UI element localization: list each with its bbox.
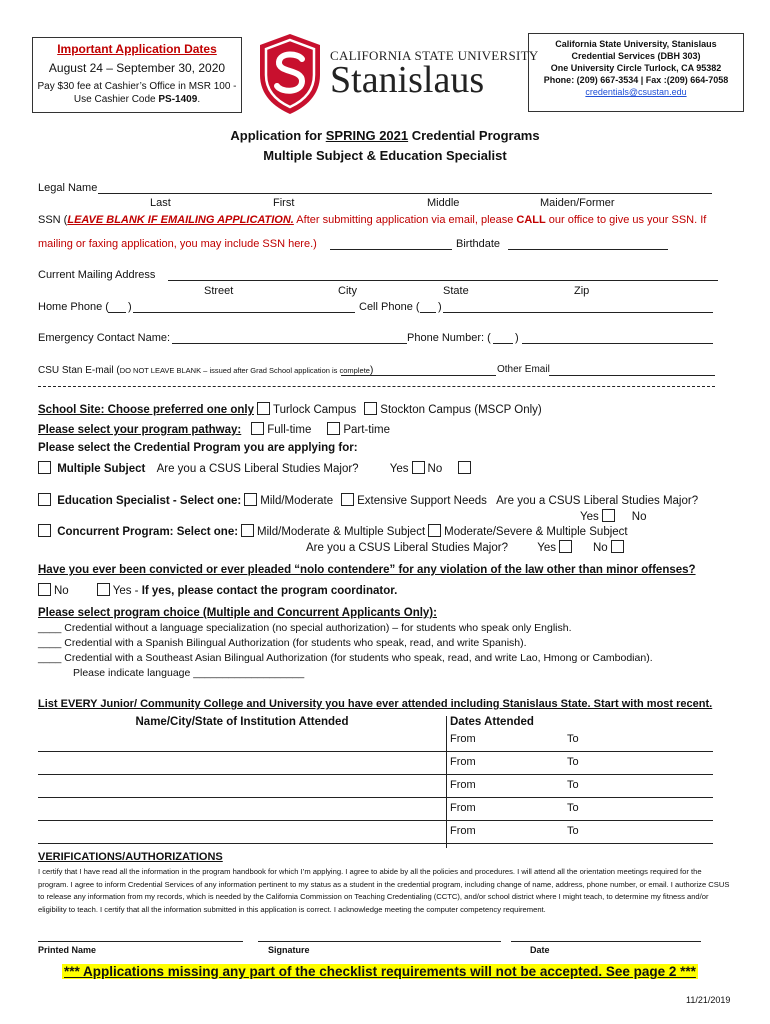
csu-email-paren: ): [369, 365, 374, 376]
multiple-subject-row: [38, 461, 474, 475]
legal-name-label: Legal Name: [38, 182, 98, 194]
liberal-studies-question-2: Are you a CSUS Liberal Studies Major?: [496, 495, 699, 507]
ssn-warning: LEAVE BLANK IF EMAILING APPLICATION.: [67, 214, 294, 226]
csu-email-field[interactable]: [341, 363, 496, 376]
birthdate-label: Birthdate: [456, 238, 501, 250]
mod-severe-ms-checkbox[interactable]: [428, 524, 441, 537]
emergency-phone-area-field[interactable]: [493, 331, 513, 344]
from-label: From: [450, 802, 476, 814]
mild-mod-ms-checkbox[interactable]: [241, 524, 254, 537]
from-label: From: [450, 825, 476, 837]
school-site-label: School Site: Choose preferred one only: [38, 404, 254, 416]
table-row[interactable]: [38, 775, 713, 798]
contact-box: [528, 33, 744, 112]
zip-label: Zip: [574, 285, 590, 297]
yes-checkbox-3[interactable]: [559, 540, 572, 553]
fee-line-2: [33, 94, 241, 105]
cashier-code: PS-1409: [158, 94, 198, 105]
conviction-yes-note: If yes, please contact the program coordinator.: [141, 585, 398, 597]
printed-name-label: Printed Name: [38, 945, 97, 955]
concurrent-liberal-row: [306, 540, 627, 554]
conviction-yes-checkbox[interactable]: [97, 583, 110, 596]
cell-phone-paren: ): [438, 301, 442, 313]
home-phone-field[interactable]: [133, 300, 355, 313]
street-label: Street: [204, 285, 234, 297]
important-dates-box: [32, 37, 242, 113]
pathway-row: [38, 422, 390, 436]
concurrent-checkbox[interactable]: [38, 524, 51, 537]
emergency-contact-label: Emergency Contact Name:: [38, 332, 171, 344]
concurrent-label: Concurrent Program: Select one:: [57, 526, 239, 538]
cell-phone-label: Cell Phone (: [359, 301, 420, 313]
to-label: To: [567, 825, 579, 837]
city-label: City: [338, 285, 357, 297]
revision-date: 11/21/2019: [686, 995, 731, 1005]
part-time-checkbox[interactable]: [327, 422, 340, 435]
fee-line-2-prefix: Use Cashier Code: [73, 94, 159, 105]
turlock-label: Turlock Campus: [272, 404, 357, 416]
title-suffix: Credential Programs: [408, 128, 540, 143]
program-choice-heading: Please select program choice (Multiple and Concurrent Applicants Only):: [38, 607, 437, 619]
home-phone-paren: ): [128, 301, 132, 313]
legal-name-field[interactable]: [98, 181, 712, 194]
pathway-label: Please select your program pathway:: [38, 424, 242, 436]
table-row[interactable]: [38, 729, 713, 752]
contact-line-4: Phone: (209) 667-3534 | Fax :(209) 664-7058: [543, 75, 729, 85]
verification-text: I certify that I have read all the information in the program handbook for which I’m applying. I agree to abide by all the policies and procedures. I will attend all the orientation meetings required for the program. I agree to inform Credential Services of any information pertinent to my status as a student in the credential program, including change of name, address, phone number, or email. I authorize CSUS to release any information from my records, which is needed by the California Commission on Teaching Credentialing (CCTC), and/or school district where I might teach, to determine my fitness and/or eligibility to teach. I certify that all the information submitted in this application is correct. I acknowledge meeting the computer competency requirement.: [38, 867, 730, 914]
table-row[interactable]: [38, 821, 713, 844]
csu-email-note: DO NOT LEAVE BLANK – issued after Grad School application is complete: [119, 366, 370, 375]
mailing-address-label: Current Mailing Address: [38, 269, 156, 281]
choice-option-3[interactable]: ____ Credential with a Southeast Asian Bilingual Authorization (for students who speak, read, and write Lao, Hmong or Cambodian).: [38, 652, 653, 664]
liberal-studies-question-1: Are you a CSUS Liberal Studies Major?: [156, 463, 359, 475]
mod-severe-ms-label: Moderate/Severe & Multiple Subject: [444, 526, 628, 538]
mild-moderate-checkbox[interactable]: [244, 493, 257, 506]
ssn-instructions-2: our office to give us your SSN. If: [545, 214, 707, 226]
form-title: [0, 128, 770, 143]
extensive-label: Extensive Support Needs: [357, 495, 487, 507]
title-prefix: Application for: [230, 128, 326, 143]
dates-title: Important Application Dates: [57, 42, 217, 56]
liberal-studies-question-3: Are you a CSUS Liberal Studies Major?: [306, 542, 508, 554]
ssn-line-2: mailing or faxing application, you may include SSN here.): [38, 238, 317, 250]
title-term: SPRING 2021: [325, 128, 409, 143]
emergency-phone-field[interactable]: [522, 331, 713, 344]
contact-line-3: One University Circle Turlock, CA 95382: [550, 63, 722, 73]
cell-phone-field[interactable]: [443, 300, 713, 313]
ssn-instructions-1: After submitting application via email, please: [293, 214, 517, 226]
mild-mod-ms-label: Mild/Moderate & Multiple Subject: [257, 526, 426, 538]
ed-spec-checkbox[interactable]: [38, 493, 51, 506]
no-label-1: No: [427, 463, 443, 475]
conviction-no-label: No: [54, 585, 69, 597]
table-row[interactable]: [38, 798, 713, 821]
emergency-contact-field[interactable]: [172, 331, 407, 344]
university-logo-icon: [258, 33, 322, 115]
extensive-checkbox[interactable]: [341, 493, 354, 506]
other-email-label: Other Email: [497, 364, 550, 375]
ed-spec-row: [38, 493, 698, 507]
ssn-call: CALL: [516, 214, 546, 226]
stockton-checkbox[interactable]: [364, 402, 377, 415]
multiple-subject-label: Multiple Subject: [57, 463, 146, 475]
no-checkbox-3[interactable]: [611, 540, 624, 553]
ssn-field[interactable]: [330, 237, 452, 250]
checklist-warning: *** Applications missing any part of the checklist requirements will not be accepted. See page 2 ***: [64, 964, 696, 979]
from-label: From: [450, 756, 476, 768]
choice-option-2[interactable]: ____ Credential with a Spanish Bilingual Authorization (for students who speak, read, and write Spanish).: [38, 637, 527, 649]
table-row[interactable]: [38, 752, 713, 775]
mailing-address-field[interactable]: [168, 268, 718, 281]
no-checkbox-1[interactable]: [458, 461, 471, 474]
yes-label-3: Yes: [537, 542, 556, 554]
yes-checkbox-1[interactable]: [412, 461, 425, 474]
to-label: To: [567, 733, 579, 745]
signature-field[interactable]: [258, 929, 501, 942]
conviction-answer-row: [38, 583, 397, 597]
date-label: Date: [530, 945, 550, 955]
concurrent-row: [38, 524, 628, 538]
state-label: State: [443, 285, 469, 297]
conviction-yes-label: Yes -: [112, 585, 142, 597]
language-field[interactable]: Please indicate language ___________________: [73, 667, 305, 679]
ssn-label: SSN (: [38, 214, 68, 226]
section-divider: [38, 386, 715, 387]
col-dates-header: Dates Attended: [450, 716, 534, 728]
other-email-field[interactable]: [549, 363, 715, 376]
printed-name-field[interactable]: [38, 929, 243, 942]
emergency-phone-label: Phone Number: (: [407, 332, 491, 344]
stockton-label: Stockton Campus (MSCP Only): [380, 404, 542, 416]
middle-label: Middle: [427, 197, 460, 209]
multiple-subject-checkbox[interactable]: [38, 461, 51, 474]
dates-range: August 24 – September 30, 2020: [48, 61, 226, 75]
maiden-label: Maiden/Former: [540, 197, 615, 209]
choice-option-1[interactable]: ____ Credential without a language specialization (no special authorization) – for students who speak only English.: [38, 622, 572, 634]
turlock-checkbox[interactable]: [257, 402, 270, 415]
mild-moderate-label: Mild/Moderate: [260, 495, 334, 507]
contact-line-1: California State University, Stanislaus: [555, 39, 717, 49]
fee-line-1: Pay $30 fee at Cashier’s Office in MSR 100 -: [37, 81, 237, 92]
colleges-heading: List EVERY Junior/ Community College and University you have ever attended including Stanislaus State. Start with most recent.: [38, 698, 713, 710]
signature-label: Signature: [268, 945, 310, 955]
ssn-line: [38, 214, 706, 226]
csu-email-label: CSU Stan E-mail (: [38, 365, 120, 376]
conviction-no-checkbox[interactable]: [38, 583, 51, 596]
part-time-label: Part-time: [343, 424, 390, 436]
full-time-checkbox[interactable]: [251, 422, 264, 435]
form-subtitle: Multiple Subject & Education Specialist: [263, 148, 507, 163]
school-site-row: [38, 402, 542, 416]
ed-spec-yes-no: [580, 509, 646, 523]
no-label-2: No: [631, 511, 647, 523]
to-label: To: [567, 756, 579, 768]
cell-phone-area-field[interactable]: [420, 300, 436, 313]
university-name: CALIFORNIA STATE UNIVERSITY: [330, 48, 539, 63]
col-institution-header: Name/City/State of Institution Attended: [135, 716, 349, 728]
home-phone-label: Home Phone (: [38, 301, 109, 313]
birthdate-field[interactable]: [508, 237, 668, 250]
from-label: From: [450, 779, 476, 791]
to-label: To: [567, 779, 579, 791]
conviction-question: Have you ever been convicted or ever pleaded “nolo contendere” for any violation of the law other than minor offenses?: [38, 564, 696, 576]
from-label: From: [450, 733, 476, 745]
full-time-label: Full-time: [267, 424, 312, 436]
date-field[interactable]: [511, 929, 701, 942]
yes-label-1: Yes: [389, 463, 409, 475]
no-label-3: No: [592, 542, 608, 554]
yes-checkbox-2[interactable]: [602, 509, 615, 522]
csu-email-line: [38, 364, 373, 376]
home-phone-area-field[interactable]: [108, 300, 126, 313]
contact-line-2: Credential Services (DBH 303): [571, 51, 701, 61]
select-program-heading: Please select the Credential Program you are applying for:: [38, 442, 358, 454]
fee-line-2-suffix: .: [197, 94, 201, 105]
campus-name: Stanislaus: [330, 59, 485, 101]
to-label: To: [567, 802, 579, 814]
first-label: First: [273, 197, 295, 209]
ed-spec-label: Education Specialist - Select one:: [57, 495, 242, 507]
contact-email-link[interactable]: credentials@csustan.edu: [585, 87, 687, 97]
verification-heading: VERIFICATIONS/AUTHORIZATIONS: [38, 851, 223, 863]
emergency-phone-paren: ): [515, 332, 519, 344]
yes-label-2: Yes: [580, 511, 599, 523]
last-label: Last: [150, 197, 171, 209]
